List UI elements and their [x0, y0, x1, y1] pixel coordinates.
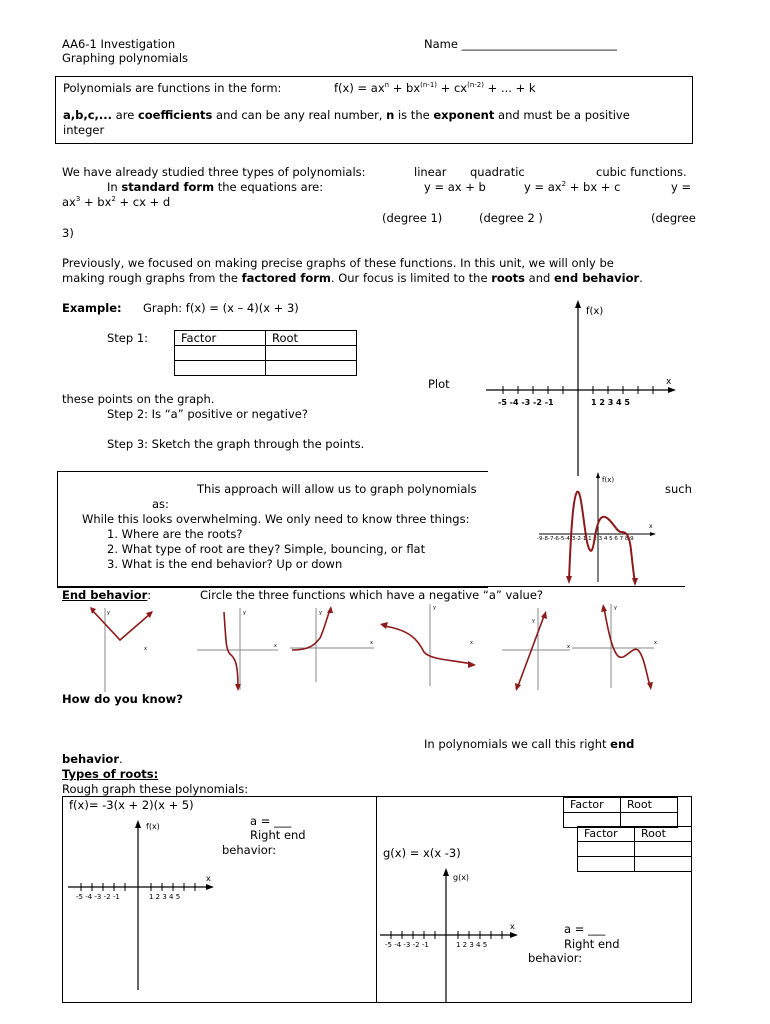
f-a-blank[interactable]: a = ___: [250, 814, 292, 828]
approach-item-2: 2. What type of root are they? Simple, bouncing, or flat: [107, 542, 426, 556]
polynomial-form: $f(x) = ax^n + bx^{(n-1)} + cx^{(n-2)}$ + ... + k: [334, 81, 536, 95]
roots-divider: [376, 796, 377, 1002]
x-axis-arrow: [668, 387, 676, 393]
end-behavior-instruction: Circle the three functions which have a negative “a” value?: [200, 588, 543, 602]
g-a-blank[interactable]: a = ___: [564, 922, 606, 936]
root-header: Root: [266, 331, 357, 346]
degree-3-end: 3): [62, 226, 74, 240]
degree-1: (degree 1): [382, 211, 443, 225]
g-root-cell[interactable]: [635, 842, 692, 857]
root-cell[interactable]: [266, 361, 357, 376]
f-x-label: x: [206, 874, 211, 883]
f-factor-header: Factor: [564, 798, 621, 813]
end-graph-1: [90, 607, 153, 692]
approach-x-ticks: -9-8-7-6-5-4-3-2-1 1 2 3 4 5 6 7 8 9: [537, 536, 634, 542]
end-graph-5: [502, 608, 570, 691]
example-graph-eq: Graph: f(x) = (x – 4)(x + 3): [143, 301, 299, 315]
svg-text:x: x: [274, 643, 277, 649]
svg-text:x: x: [654, 640, 657, 646]
svg-text:y: y: [614, 605, 617, 611]
example-factor-root-table: [174, 330, 357, 376]
svg-text:y: y: [319, 610, 322, 616]
g-equation: g(x) = x(x -3): [383, 846, 461, 860]
previously-line-2: making rough graphs from the factored form. Our focus is limited to the roots and end behavior.: [62, 271, 643, 285]
approach-item-1: 1. Where are the roots?: [107, 527, 243, 541]
approach-such: such: [665, 482, 692, 496]
example-axes: [480, 298, 680, 478]
g-ticks-positive: 1 2 3 4 5: [456, 941, 488, 949]
definition-lead: Polynomials are functions in the form:: [63, 81, 282, 95]
svg-text:x: x: [470, 640, 473, 646]
eq-quadratic: $y = ax^2$ + bx + c: [524, 180, 621, 194]
g-axes: [378, 866, 528, 1006]
g-factor-header: Factor: [578, 827, 635, 842]
step-1-label: Step 1:: [107, 331, 149, 345]
x-ticks-negative: -5 -4 -3 -2 -1: [498, 398, 554, 407]
f-behavior: behavior:: [222, 843, 277, 857]
x-label: x: [666, 377, 672, 387]
svg-text:y: y: [107, 610, 110, 616]
eq-cubic: $ax^3 + bx^2$ + cx + d: [62, 195, 171, 209]
root-cell[interactable]: [266, 346, 357, 361]
step-2: Step 2: Is “a” positive or negative?: [107, 407, 308, 421]
g-factor-cell[interactable]: [578, 857, 635, 872]
g-ticks-negative: -5 -4 -3 -2 -1: [385, 941, 429, 949]
end-behavior-graphs: [62, 602, 662, 694]
approach-polynomial-graph: [535, 470, 660, 590]
coefficient-line-2: integer: [63, 123, 105, 137]
approach-line-1: This approach will allow us to graph polynomials: [197, 482, 477, 496]
x-ticks-positive: 1 2 3 4 5: [591, 398, 630, 407]
end-behavior-title: End behavior:: [62, 588, 152, 602]
degree-3-start: (degree: [651, 211, 696, 225]
type-cubic: cubic functions.: [596, 165, 687, 179]
g-x-label: x: [510, 922, 515, 931]
fx-label: f(x): [586, 306, 604, 317]
svg-text:y: y: [532, 618, 535, 624]
f-fx-label: f(x): [146, 822, 160, 831]
f-ticks-negative: -5 -4 -3 -2 -1: [76, 893, 120, 901]
g-gx-label: g(x): [453, 873, 470, 882]
types-of-roots-instruction: Rough graph these polynomials:: [62, 782, 249, 796]
svg-text:x: x: [370, 640, 373, 646]
y-axis-arrow: [575, 300, 581, 308]
g-factor-root-table: [577, 826, 692, 872]
plot-label: Plot: [428, 377, 450, 391]
end-graph-4: [380, 604, 476, 686]
end-graph-6: [572, 604, 657, 690]
svg-text:y: y: [243, 610, 246, 616]
f-equation: f(x)= -3(x + 2)(x + 5): [69, 798, 194, 812]
plot-continued: these points on the graph.: [62, 392, 215, 406]
g-factor-cell[interactable]: [578, 842, 635, 857]
degree-2: (degree 2 ): [479, 211, 543, 225]
svg-text:x: x: [144, 646, 147, 652]
f-root-header: Root: [621, 798, 678, 813]
factor-cell[interactable]: [175, 361, 266, 376]
factor-header: Factor: [175, 331, 266, 346]
g-behavior: behavior:: [528, 951, 583, 965]
step-3: Step 3: Sketch the graph through the points.: [107, 437, 365, 451]
approach-as: as:: [152, 497, 169, 511]
previously-line-1: Previously, we focused on making precise graphs of these functions. In this unit, we will only be: [62, 256, 614, 270]
g-root-header: Root: [635, 827, 692, 842]
svg-text:y: y: [433, 605, 436, 611]
approach-line-2: While this looks overwhelming. We only need to know three things:: [82, 512, 470, 526]
worksheet-subtitle: Graphing polynomials: [62, 51, 189, 65]
how-do-you-know: How do you know?: [62, 692, 183, 706]
eq-cubic-start: y =: [671, 180, 692, 194]
approach-item-3: 3. What is the end behavior? Up or down: [107, 557, 343, 571]
factor-cell[interactable]: [175, 346, 266, 361]
types-intro: We have already studied three types of polynomials:: [62, 165, 366, 179]
f-factor-root-table: [563, 797, 678, 828]
standard-form-label: In standard form the equations are:: [107, 180, 324, 194]
coefficient-line: a,b,c,... are coefficients and can be any real number, n is the exponent and must be a positive: [63, 108, 630, 122]
types-of-roots-title: Types of roots:: [62, 767, 159, 781]
approach-x-label: x: [649, 523, 653, 530]
right-end-behavior-cont: behavior.: [62, 752, 123, 766]
svg-text:x: x: [567, 644, 570, 650]
approach-fx-label: f(x): [602, 476, 615, 484]
f-right-end: Right end: [250, 828, 306, 842]
type-quadratic: quadratic: [470, 165, 525, 179]
g-right-end: Right end: [564, 937, 620, 951]
type-linear: linear: [414, 165, 447, 179]
example-label: Example:: [62, 301, 122, 315]
end-graph-3: [290, 606, 374, 682]
right-end-behavior-line: In polynomials we call this right end: [424, 737, 635, 751]
f-ticks-positive: 1 2 3 4 5: [149, 893, 181, 901]
g-root-cell[interactable]: [635, 857, 692, 872]
worksheet-title: AA6-1 Investigation: [62, 37, 176, 51]
name-field[interactable]: Name ___________________________: [424, 37, 617, 51]
eq-linear: y = ax + b: [424, 180, 486, 194]
f-axes: [66, 818, 216, 993]
end-graph-2: [197, 608, 278, 691]
